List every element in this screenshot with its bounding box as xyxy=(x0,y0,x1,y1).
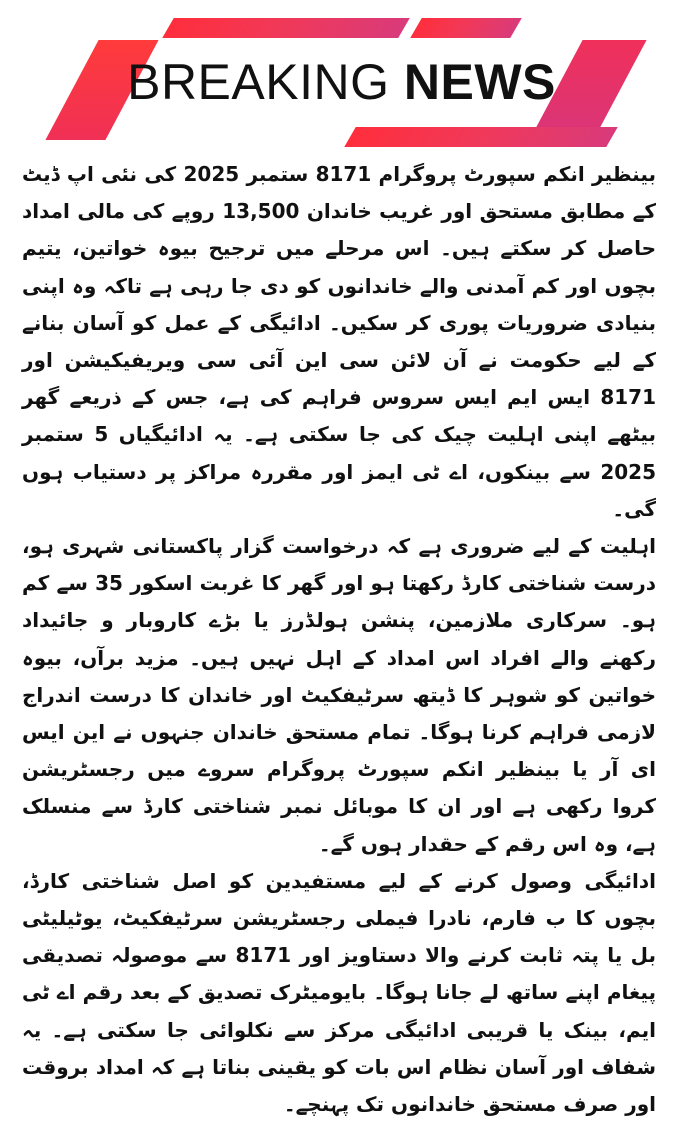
banner-stripe-top-right xyxy=(410,18,522,38)
banner-stripe-bottom xyxy=(344,127,618,147)
article-body xyxy=(22,156,656,1123)
banner-word-breaking: BREAKING xyxy=(127,54,390,110)
breaking-news-banner xyxy=(0,0,683,150)
article-paragraph-3: ادائیگی وصول کرنے کے لیے مستفیدین کو اصل شناختی کارڈ، بچوں کا ب فارم، نادرا فیملی رجسٹریشن سرٹیفکیٹ، یوٹیلیٹی بل یا پتہ ثابت کرنے والا دستاویز اور 8171 سے موصولہ تصدیقی پیغام اپنے ساتھ لے جانا ہوگا۔ بایومیٹرک تصدیق کے بعد رقم اے ٹی ایم، بینک یا قریبی ادائیگی مرکز سے نکلوائی جا سکتی ہے۔ یہ شفاف اور آسان نظام اس بات کو یقینی بناتا ہے کہ امداد بروقت اور صرف مستحق خاندانوں تک پہنچے۔ xyxy=(22,868,657,1117)
banner-word-news: NEWS xyxy=(403,54,556,110)
banner-stripe-top-left xyxy=(162,18,410,38)
article-paragraph-1: بینظیر انکم سپورٹ پروگرام 8171 ستمبر 2025 کی نئی اپ ڈیٹ کے مطابق مستحق اور غریب خاندان 13,500 روپے کی مالی امداد حاصل کر سکتے ہیں۔ اس مرحلے میں ترجیح بیوہ خواتین، یتیم بچوں اور کم آمدنی والے خاندانوں کو دی جا رہی ہے تاکہ وہ اپنی بنیادی ضروریات پوری کر سکیں۔ ادائیگی کے عمل کو آسان بنانے کے لیے حکومت نے آن لائن سی این آئی سی ویریفیکیشن اور 8171 ایس ایم ایس سروس فراہم کی ہے، جس کے ذریعے گھر بیٹھے اپنی اہلیت چیک کی جا سکتی ہے۔ یہ ادائیگیاں 5 ستمبر 2025 سے بینکوں، اے ٹی ایمز اور مقررہ مراکز پر دستیاب ہوں گی۔ xyxy=(22,162,657,521)
article-paragraph-2: اہلیت کے لیے ضروری ہے کہ درخواست گزار پاکستانی شہری ہو، درست شناختی کارڈ رکھتا ہو اور گھر کا غربت اسکور 35 سے کم ہو۔ سرکاری ملازمین، پنشن ہولڈرز یا بڑے کاروبار و جائیداد رکھنے والے افراد اس امداد کے اہل نہیں ہیں۔ مزید برآں، بیوہ خواتین کو شوہر کا ڈیتھ سرٹیفکیٹ اور خاندان کا درست اندراج لازمی فراہم کرنا ہوگا۔ تمام مستحق خاندان جنہوں نے این ایس ای آر یا بینظیر انکم سپورٹ پروگرام سروے میں رجسٹریشن کروا رکھی ہے اور ان کا موبائل نمبر شناختی کارڈ سے منسلک ہے، وہ اس رقم کے حقدار ہوں گے۔ xyxy=(22,534,656,856)
banner-title xyxy=(0,52,683,112)
